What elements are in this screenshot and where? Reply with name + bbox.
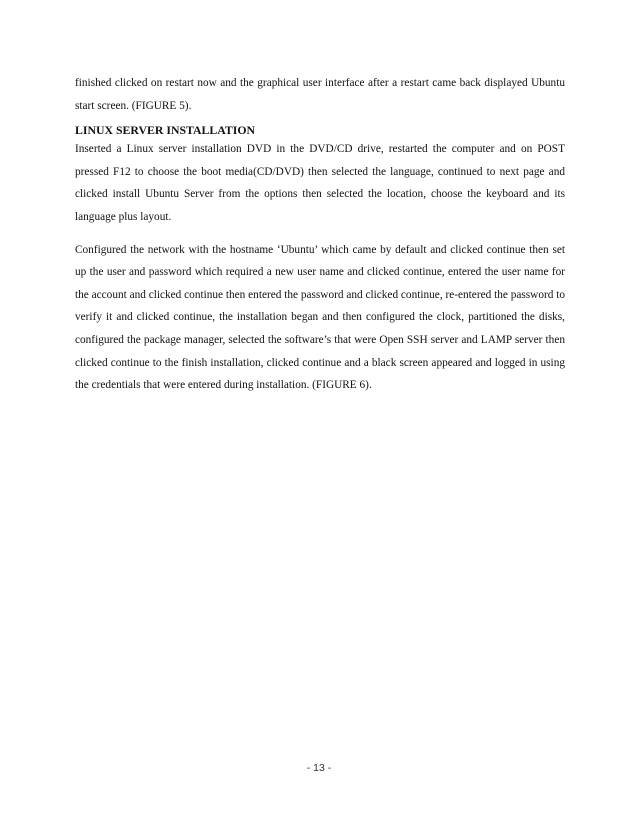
document-body [75, 72, 565, 407]
installation-paragraph: Inserted a Linux server installation DVD in the DVD/CD drive, restarted the computer and on POST pressed F12 to choose the boot media(CD/DVD) then selected the language, continued to next page and clicked install Ubuntu Server from the options then selected the location, choose the keyboard and its language plus layout. [75, 143, 565, 223]
page-number: - 13 - [306, 762, 332, 774]
section-heading: LINUX SERVER INSTALLATION [75, 123, 256, 138]
configuration-paragraph: Configured the network with the hostname ‘Ubuntu’ which came by default and clicked continue then set up the user and password which required a new user name and clicked continue, entered the user name for the account and clicked continue then entered the password and clicked continue, re-entered the password to verify it and clicked continue, the installation began and then configured the clock, partitioned the disks, configured the package manager, selected the software’s that were Open SSH server and LAMP server then clicked continue to the finish installation, clicked continue and a black screen appeared and logged in using the credentials that were entered during installation. (FIGURE 6). [75, 243, 565, 392]
intro-paragraph: finished clicked on restart now and the graphical user interface after a restart came back displayed Ubuntu start screen. (FIGURE 5). [75, 77, 565, 112]
